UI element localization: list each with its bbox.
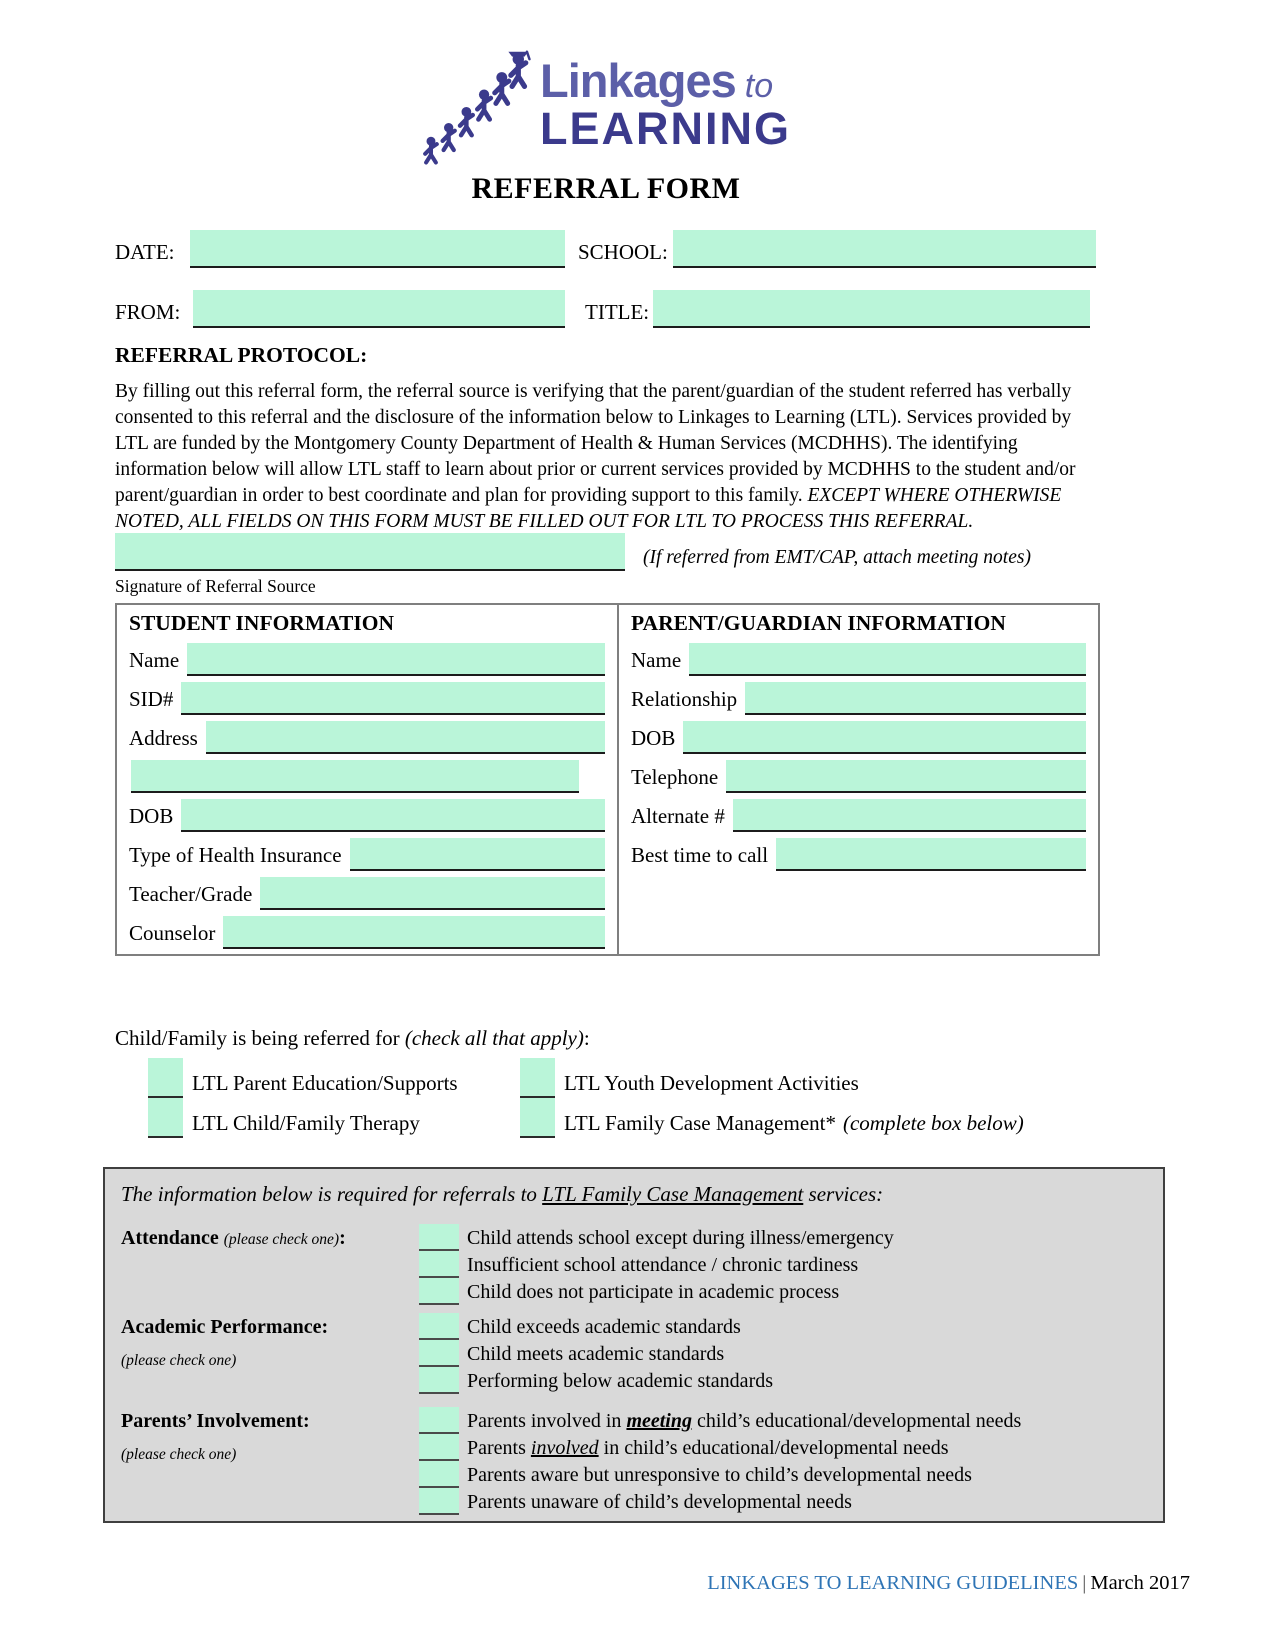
referred-for-text: Child/Family is being referred for	[115, 1026, 405, 1050]
academic-option-1-blank[interactable]	[419, 1313, 459, 1340]
parent-name-label: Name	[631, 648, 682, 672]
referred-for-colon: :	[583, 1026, 590, 1050]
student-name-field[interactable]	[187, 643, 605, 676]
table-row	[129, 754, 605, 793]
table-row	[129, 910, 605, 949]
option-row	[419, 1251, 1147, 1278]
footer-date: March 2017	[1090, 1572, 1190, 1594]
option-family-case-management-label: LTL Family Case Management* (complete box below)	[564, 1111, 1024, 1135]
option-row	[419, 1461, 1147, 1488]
option-child-family-therapy-label: LTL Child/Family Therapy	[192, 1111, 420, 1135]
table-row	[129, 637, 605, 676]
attendance-option-3-label: Child does not participate in academic process	[467, 1281, 840, 1303]
page-footer	[0, 1572, 1190, 1595]
table-row	[129, 832, 605, 871]
family-case-management-note: (complete box below)	[842, 1111, 1024, 1135]
attendance-option-1-label: Child attends school except during illness/emergency	[467, 1227, 894, 1249]
parent-dob-label: DOB	[631, 726, 676, 750]
academic-performance-label: Academic Performance: (please check one)	[121, 1313, 419, 1371]
student-teacher-grade-field[interactable]	[260, 877, 605, 910]
table-row	[631, 754, 1086, 793]
parents-option-3-label: Parents aware but unresponsive to child’s developmental needs	[467, 1464, 972, 1486]
climbing-children-icon	[418, 48, 536, 166]
attendance-option-2-label: Insufficient school attendance / chronic tardiness	[467, 1254, 859, 1276]
logo	[418, 42, 791, 166]
option-row	[419, 1488, 1147, 1515]
option-row	[419, 1367, 1147, 1394]
academic-option-2-blank[interactable]	[419, 1340, 459, 1367]
option-row	[419, 1340, 1147, 1367]
option-row	[419, 1407, 1147, 1434]
parents-option-4-label: Parents unaware of child’s developmental needs	[467, 1491, 852, 1513]
case-box-intro: The information below is required for referrals to LTL Family Case Management services:	[121, 1182, 884, 1206]
parent-relationship-label: Relationship	[631, 687, 738, 711]
signature-caption: Signature of Referral Source	[115, 576, 316, 596]
option-row	[419, 1434, 1147, 1461]
protocol-text-emphasis: EXCEPT WHERE OTHERWISE NOTED, ALL FIELDS ON THIS FORM MUST BE FILLED OUT FOR LTL TO PROCESS THIS REFERRAL.	[115, 485, 1062, 532]
attendance-section	[121, 1224, 1147, 1305]
table-row	[129, 793, 605, 832]
attendance-option-3-blank[interactable]	[419, 1278, 459, 1305]
parents-check-one-note: (please check one)	[121, 1446, 237, 1463]
student-dob-field[interactable]	[181, 799, 605, 832]
parent-alternate-number-label: Alternate #	[631, 804, 725, 828]
table-row	[129, 871, 605, 910]
referred-for-intro	[115, 1026, 590, 1051]
protocol-heading: REFERRAL PROTOCOL:	[115, 343, 368, 367]
student-insurance-label: Type of Health Insurance	[129, 843, 342, 867]
student-sid-label: SID#	[129, 687, 174, 711]
attendance-option-2-blank[interactable]	[419, 1251, 459, 1278]
case-management-box	[103, 1167, 1165, 1523]
student-counselor-field[interactable]	[223, 916, 605, 949]
student-counselor-label: Counselor	[129, 921, 216, 945]
attendance-options	[419, 1224, 1147, 1305]
checkbox-child-family-therapy[interactable]	[148, 1098, 183, 1138]
table-row	[631, 676, 1086, 715]
date-label: DATE:	[115, 240, 175, 264]
logo-word-learning: LEARNING	[540, 103, 791, 154]
academic-option-3-blank[interactable]	[419, 1367, 459, 1394]
table-row	[631, 793, 1086, 832]
parent-dob-field[interactable]	[683, 721, 1086, 754]
school-label: SCHOOL:	[578, 240, 668, 264]
title-label: TITLE:	[585, 300, 650, 324]
protocol-text: By filling out this referral form, the referral source is verifying that the parent/guardian of the student referred has verbally consented to this referral and the disclosure of the information below to Linkages to Learning (LTL). Services provided by LTL are funded by the Montgomery County Department of Health & Human Services (MCDHHS). The identifying information below will allow LTL staff to learn about prior or current services provided by MCDHHS to the student and/or parent/guardian in order to best coordinate and plan for providing support to this family.	[115, 381, 1076, 506]
attendance-check-one-note: (please check one)	[223, 1231, 340, 1248]
student-teacher-grade-label: Teacher/Grade	[129, 882, 253, 906]
referred-for-note: (check all that apply)	[404, 1026, 584, 1050]
academic-check-one-note: (please check one)	[121, 1352, 237, 1369]
option-row	[419, 1313, 1147, 1340]
parents-involvement-options	[419, 1407, 1147, 1515]
student-address-label: Address	[129, 726, 198, 750]
student-address-field[interactable]	[206, 721, 605, 754]
academic-performance-section	[121, 1313, 1147, 1394]
table-row	[631, 637, 1086, 676]
parents-option-1-label: Parents involved in meeting child’s educational/developmental needs	[467, 1410, 1022, 1432]
parent-name-field[interactable]	[689, 643, 1086, 676]
parents-option-1-blank[interactable]	[419, 1407, 459, 1434]
signature-note: (If referred from EMT/CAP, attach meeting notes)	[643, 547, 1031, 568]
option-youth-development-label: LTL Youth Development Activities	[564, 1071, 859, 1095]
parent-telephone-field[interactable]	[726, 760, 1086, 793]
parent-alternate-number-field[interactable]	[733, 799, 1086, 832]
guidelines-link[interactable]: LINKAGES TO LEARNING GUIDELINES	[707, 1572, 1079, 1594]
date-field[interactable]	[190, 230, 565, 268]
student-information-heading: STUDENT INFORMATION	[129, 611, 395, 635]
parent-best-time-label: Best time to call	[631, 843, 769, 867]
information-table	[115, 603, 1100, 956]
student-name-label: Name	[129, 648, 180, 672]
checkbox-parent-education[interactable]	[148, 1058, 183, 1098]
parent-guardian-information-heading: PARENT/GUARDIAN INFORMATION	[631, 611, 1006, 635]
checkbox-family-case-management[interactable]	[520, 1098, 555, 1138]
parents-option-2-label: Parents involved in child’s educational/developmental needs	[467, 1437, 949, 1459]
academic-option-2-label: Child meets academic standards	[467, 1343, 725, 1365]
table-row	[129, 676, 605, 715]
table-row	[631, 832, 1086, 871]
parent-guardian-information-column	[619, 605, 1098, 954]
case-box-intro-underlined: LTL Family Case Management	[542, 1182, 804, 1206]
logo-text	[540, 54, 791, 154]
from-label: FROM:	[115, 300, 181, 324]
student-information-column	[117, 605, 619, 954]
parents-option-2-blank[interactable]	[419, 1434, 459, 1461]
student-sid-field[interactable]	[181, 682, 605, 715]
academic-option-1-label: Child exceeds academic standards	[467, 1316, 741, 1338]
parent-relationship-field[interactable]	[745, 682, 1086, 715]
student-dob-label: DOB	[129, 804, 174, 828]
student-address2-field[interactable]	[131, 760, 579, 793]
logo-word-linkages: Linkages to	[540, 54, 774, 107]
table-row	[631, 715, 1086, 754]
logo-word-to: to	[744, 67, 774, 105]
attendance-label: Attendance (please check one):	[121, 1227, 346, 1249]
parents-involvement-label: Parents’ Involvement: (please check one)	[121, 1407, 419, 1465]
student-insurance-field[interactable]	[350, 838, 605, 871]
title-field[interactable]	[653, 290, 1090, 328]
checkbox-youth-development[interactable]	[520, 1058, 555, 1098]
parent-telephone-label: Telephone	[631, 765, 719, 789]
parent-best-time-field[interactable]	[776, 838, 1086, 871]
parents-option-4-blank[interactable]	[419, 1488, 459, 1515]
signature-field[interactable]	[115, 533, 625, 571]
academic-option-3-label: Performing below academic standards	[467, 1370, 774, 1392]
page-title: REFERRAL FORM	[471, 172, 741, 205]
school-field[interactable]	[673, 230, 1096, 268]
table-row	[129, 715, 605, 754]
parents-option-3-blank[interactable]	[419, 1461, 459, 1488]
attendance-option-1-blank[interactable]	[419, 1224, 459, 1251]
protocol-body	[115, 379, 1093, 535]
from-field[interactable]	[193, 290, 565, 328]
parents-involvement-section	[121, 1407, 1147, 1515]
option-row	[419, 1278, 1147, 1305]
option-parent-education-label: LTL Parent Education/Supports	[192, 1071, 458, 1095]
option-row	[419, 1224, 1147, 1251]
footer-separator: |	[1082, 1572, 1087, 1594]
academic-performance-options	[419, 1313, 1147, 1394]
